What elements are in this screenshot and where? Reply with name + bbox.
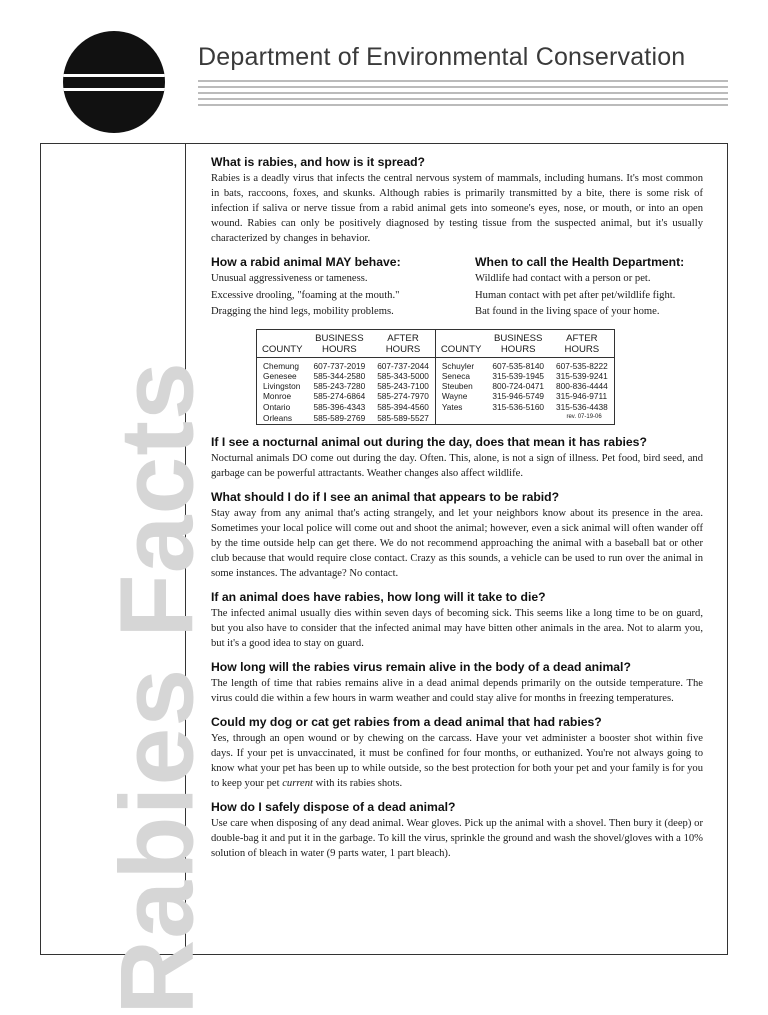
table-row: Orleans 585-589-2769 585-589-5527 rev. 07-19-06 [257, 412, 615, 425]
section-heading: What should I do if I see an animal that appears to be rabid? [211, 490, 560, 505]
header-divider [198, 98, 728, 100]
col-business-hours: BUSINESS HOURS [308, 329, 372, 357]
col-county: COUNTY [257, 329, 308, 357]
list-item: Dragging the hind legs, mobility problems. [211, 306, 394, 317]
section-body: The length of time that rabies remains alive in a dead animal depends primarily on the outside temperature. The virus could die within a few hours in warm weather and could stay alive for months in freezing temperatures. [211, 678, 703, 705]
section-body: Yes, through an open wound or by chewing on the carcass. Have your vet administer a booster shot within five days. If your pet is unvaccinated, it must be confined for four months, or euthanized. You're not always going to know what your pet has been up to while outside, so the best protection for both your pet and your family is for you to keep your pet current with its rabies shots. [211, 733, 703, 790]
col-after-hours: AFTER HOURS [371, 329, 435, 357]
section-heading: How a rabid animal MAY behave: [211, 255, 401, 269]
section-heading: Could my dog or cat get rabies from a dead animal that had rabies? [211, 715, 602, 730]
section-heading: How do I safely dispose of a dead animal? [211, 800, 456, 815]
header-divider [198, 92, 728, 94]
col-county: COUNTY [435, 329, 486, 357]
list-item: Bat found in the living space of your home. [475, 306, 660, 317]
two-column-block [211, 255, 703, 321]
section-heading: If I see a nocturnal animal out during the day, does that mean it has rabies? [211, 435, 647, 450]
table-row: Ontario 585-396-4343 585-394-4560 Yates 315-536-5160 315-536-4438 [263, 401, 608, 412]
table-row: Monroe 585-274-6864 585-274-7970 Wayne 315-946-5749 315-946-9711 [263, 391, 608, 402]
header-divider [198, 104, 728, 106]
sidebar [40, 143, 216, 1015]
section-body: Rabies is a deadly virus that infects the central nervous system of mammals, including humans. It's most common in bats, raccoons, foxes, and skunks. Although rabies is primarily transmitted by a bite, there is some risk of infection if saliva or nerve tissue from a rabid animal gets into someone's eyes, nose, or mouth, or into an open wound. Rabies can only be positively diagnosed by testing tissue from the suspected animal, but it's usually characterized by changes in behavior. [211, 173, 703, 244]
call-column [475, 255, 703, 321]
main-content [211, 155, 703, 870]
table-header-row [257, 329, 615, 357]
section-body: The infected animal usually dies within seven days of becoming sick. This seems like a long time to be on guard, but you also have to consider that the infected animal may have bitten other animals in the area. Not to alarm you, but it's a good idea to stay on guard. [211, 608, 703, 650]
list-item: Unusual aggressiveness or tameness. [211, 273, 368, 284]
section-heading: When to call the Health Department: [475, 255, 685, 269]
section-heading: If an animal does have rabies, how long will it take to die? [211, 590, 546, 605]
section-heading: What is rabies, and how is it spread? [211, 155, 426, 169]
header-divider [198, 86, 728, 88]
behave-column [211, 255, 451, 321]
health-department-table [256, 329, 615, 426]
department-title: Department of Environmental Conservation [198, 43, 686, 71]
list-item: Wildlife had contact with a person or pet. [475, 273, 651, 284]
table-row: Genesee 585-344-2580 585-343-5000 Seneca 315-539-1945 315-539-9241 [263, 370, 608, 381]
revision-note: rev. 07-19-06 [566, 413, 602, 420]
table-row: Chemung 607-737-2019 607-737-2044 Schuyler 607-535-8140 607-535-8222 [257, 357, 615, 371]
emphasis: current [282, 778, 313, 790]
col-after-hours: AFTER HOURS [550, 329, 614, 357]
section-body: Stay away from any animal that's acting strangely, and let your neighbors know about its presence in the area. Sometimes your local police will come out and shoot the animal; however, even a sick animal will often wander off by the time outside help can get there. We do not recommend approaching the animal with a baseball bat or other club because that would require close contact. Crazy as this sounds, a vehicle can be used to run over the animal in some instances. The advantage? No contact. [211, 508, 703, 580]
list-item: Human contact with pet after pet/wildlife fight. [475, 289, 676, 301]
section-heading: How long will the rabies virus remain alive in the body of a dead animal? [211, 660, 631, 675]
section-body: Nocturnal animals DO come out during the day. Often. This, alone, is not a sign of illness. Pet food, bird seed, and garbage can be powerful attractants. Weather changes also affect wildlife. [211, 453, 703, 480]
table-row: Livingston 585-243-7280 585-243-7100 Steuben 800-724-0471 800-836-4444 [263, 381, 608, 392]
section-body: Use care when disposing of any dead animal. Wear gloves. Pick up the animal with a shovel. Then bury it (deep) or double-bag it and put it in the garbage. To kill the virus, sprinkle the ground and wash the shovel/gloves with a 10% solution of bleach in water (9 parts water, 1 part bleach). [211, 818, 703, 860]
col-business-hours: BUSINESS HOURS [486, 329, 550, 357]
dec-logo [62, 30, 166, 134]
sidebar-title: Rabies Facts [99, 361, 216, 1015]
header-divider [198, 80, 728, 82]
list-item: Excessive drooling, "foaming at the mouth." [211, 289, 400, 301]
